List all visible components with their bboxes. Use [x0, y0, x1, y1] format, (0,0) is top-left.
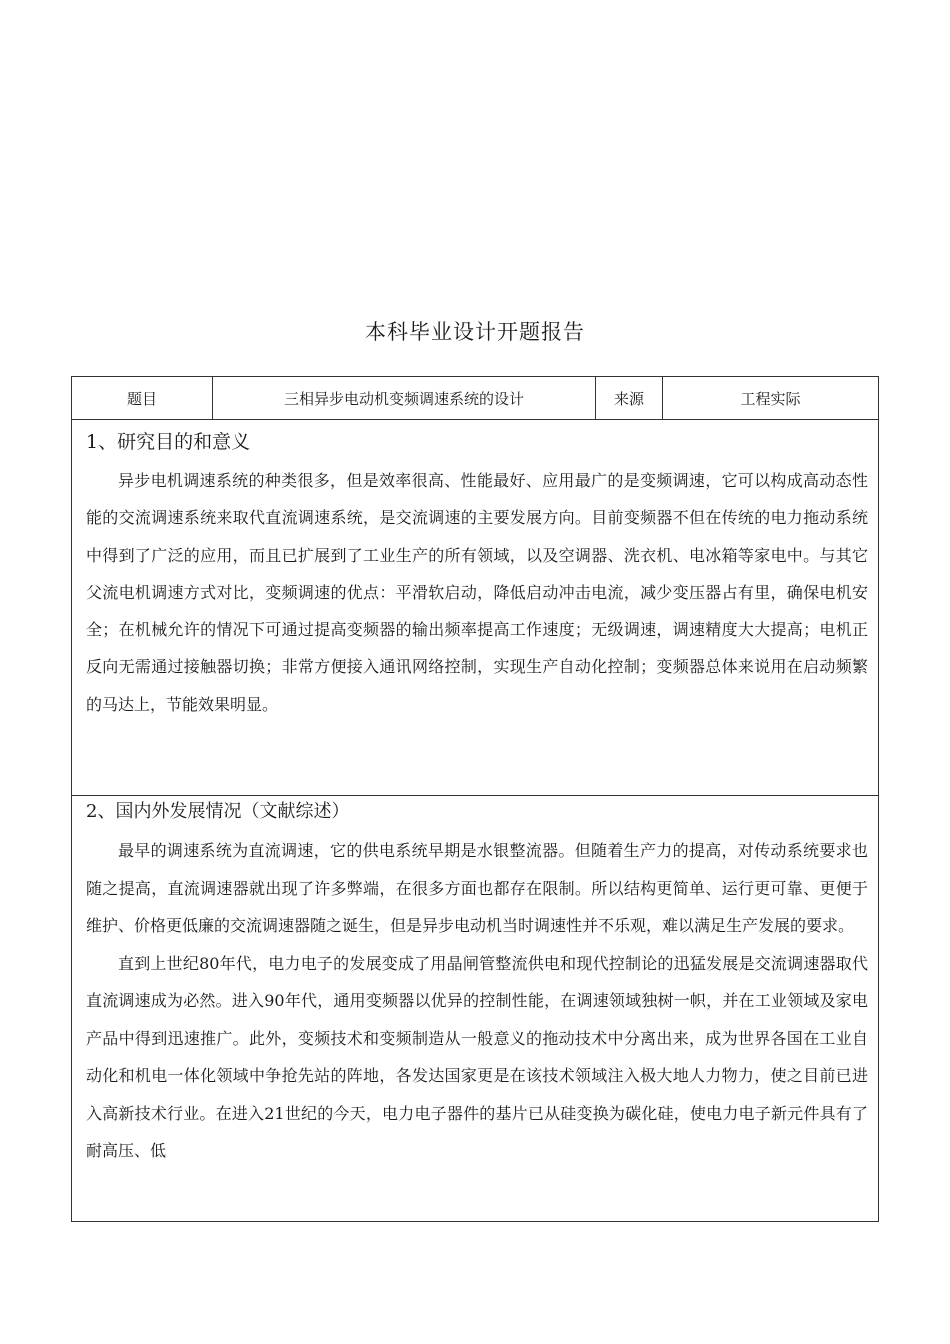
- header-row: [72, 377, 878, 420]
- section-paragraph: 直到上世纪80年代，电力电子的发展变成了用晶闸管整流供电和现代控制论的迅猛发展是交流调速器取代直流调速成为必然。进入90年代，通用变频器以优异的控制性能，在调速领域独树一帜，并在工业领域及家电产品中得到迅速推广。此外，变频技术和变频制造从一般意义的拖动技术中分离出来，成为世界各国在工业自动化和机电一体化领域中争抢先站的阵地，各发达国家更是在该技术领域注入极大地人力物力，使之目前已进入高新技术行业。在进入21世纪的今天，电力电子器件的基片已从硅变换为碳化硅，使电力电子新元件具有了耐高压、低: [86, 953, 868, 1160]
- section-paragraph: 异步电机调速系统的种类很多，但是效率很高、性能最好、应用最广的是变频调速，它可以构成高动态性能的交流调速系统来取代直流调速系统，是交流调速的主要发展方向。目前变频器不但在传统的电力拖动系统中得到了广泛的应用，而且已扩展到了工业生产的所有领域，以及空调器、洗衣机、电冰箱等家电中。与其它父流电机调速方式对比，变频调速的优点：平滑软启动，降低启动冲击电流，减少变压器占有里，确保电机安全；在机械允许的情况下可通过提高变频器的输出频率提高工作速度；无级调速，调速精度大大提高；电机正反向无需通过接触器切换；非常方便接入通讯网络控制，实现生产自动化控制；变频器总体来说用在启动频繁的马达上，节能效果明显。: [86, 471, 868, 714]
- topic-value: 三相异步电动机变频调速系统的设计: [213, 377, 596, 419]
- section-research-purpose: [72, 420, 878, 796]
- source-label: 来源: [596, 377, 663, 419]
- section-heading: 2、国内外发展情况（文献综述）: [86, 801, 350, 822]
- section-development-status: [72, 796, 878, 1221]
- report-form-table: [71, 376, 879, 1222]
- topic-label: 题目: [72, 377, 213, 419]
- section-paragraph: 最早的调速系统为直流调速，它的供电系统早期是水银整流器。但随着生产力的提高，对传动系统要求也随之提高，直流调速器就出现了许多弊端，在很多方面也都存在限制。所以结构更简单、运行更可靠、更便于维护、价格更低廉的交流调速器随之诞生，但是异步电动机当时调速性并不乐观，难以满足生产发展的要求。: [86, 841, 868, 935]
- source-value: 工程实际: [740, 389, 801, 408]
- section-heading: 1、研究目的和意义: [86, 431, 251, 453]
- document-title: 本科毕业设计开题报告: [365, 320, 585, 344]
